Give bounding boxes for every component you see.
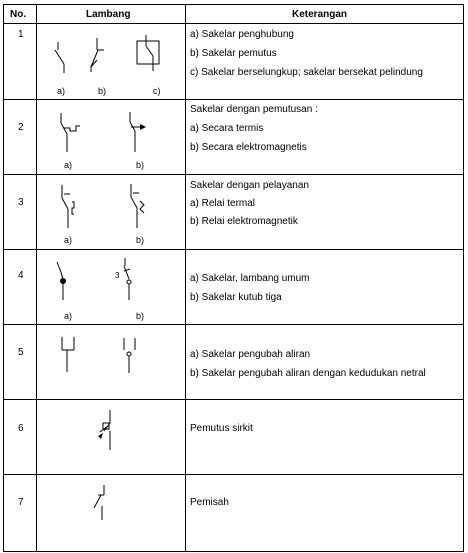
header-description: Keterangan — [292, 9, 348, 20]
three-pole-switch-symbol — [124, 258, 131, 300]
disconnector-symbol — [94, 485, 104, 520]
description-item: a) Sakelar penghubung — [190, 29, 294, 40]
description-title: Sakelar dengan pemutusan : — [190, 104, 318, 115]
row-number: 2 — [18, 122, 24, 133]
symbol-label: b) — [136, 235, 145, 245]
symbol-label: b) — [98, 86, 107, 96]
row-number: 3 — [18, 197, 24, 208]
changeover-switch-symbol — [62, 337, 74, 372]
row-number: 6 — [18, 423, 24, 434]
switch-symbol — [55, 42, 64, 73]
description-item: a) Sakelar, lambang umum — [190, 273, 310, 284]
switch-symbol — [131, 184, 144, 228]
row-number: 5 — [18, 347, 24, 358]
description-item: b) Sakelar pemutus — [190, 48, 277, 59]
switch-symbol — [62, 185, 74, 228]
switch-symbol — [61, 113, 80, 152]
circuit-breaker-symbol — [98, 410, 110, 450]
symbol-label: a) — [57, 86, 66, 96]
description-item: b) Secara elektromagnetis — [190, 142, 307, 153]
description-item: a) Relai termal — [190, 198, 256, 209]
symbol-label: a) — [64, 311, 73, 321]
header-no: No. — [10, 9, 27, 20]
description-title: Sakelar dengan pelayanan — [190, 180, 309, 191]
description-item: c) Sakelar berselungkup; sakelar bersekat pelindung — [190, 67, 423, 78]
description-item: a) Sakelar pengubah aliran — [190, 349, 311, 360]
enclosed-switch-symbol — [137, 35, 159, 71]
row-number: 4 — [18, 270, 24, 281]
symbol-label: b) — [136, 311, 145, 321]
description-item: b) Relai elektromagnetik — [190, 216, 298, 227]
pole-count-marker: 3 — [115, 271, 120, 280]
switch-symbol — [130, 112, 146, 152]
symbol-label: b) — [136, 160, 145, 170]
description-item: b) Sakelar pengubah aliran dengan kedudukan netral — [190, 368, 426, 379]
description-title: Pemisah — [190, 497, 229, 508]
description-item: a) Secara termis — [190, 123, 264, 134]
description-title: Pemutus sirkit — [190, 423, 253, 434]
description-item: b) Sakelar kutub tiga — [190, 292, 282, 303]
symbol-label: c) — [153, 86, 161, 96]
symbol-label: a) — [64, 160, 73, 170]
switch-symbol — [91, 38, 104, 72]
symbol-label: a) — [64, 235, 73, 245]
switch-symbol — [57, 262, 66, 300]
header-symbol: Lambang — [86, 9, 131, 20]
changeover-switch-symbol — [124, 338, 135, 373]
row-number: 7 — [18, 497, 24, 508]
row-number: 1 — [18, 29, 24, 40]
